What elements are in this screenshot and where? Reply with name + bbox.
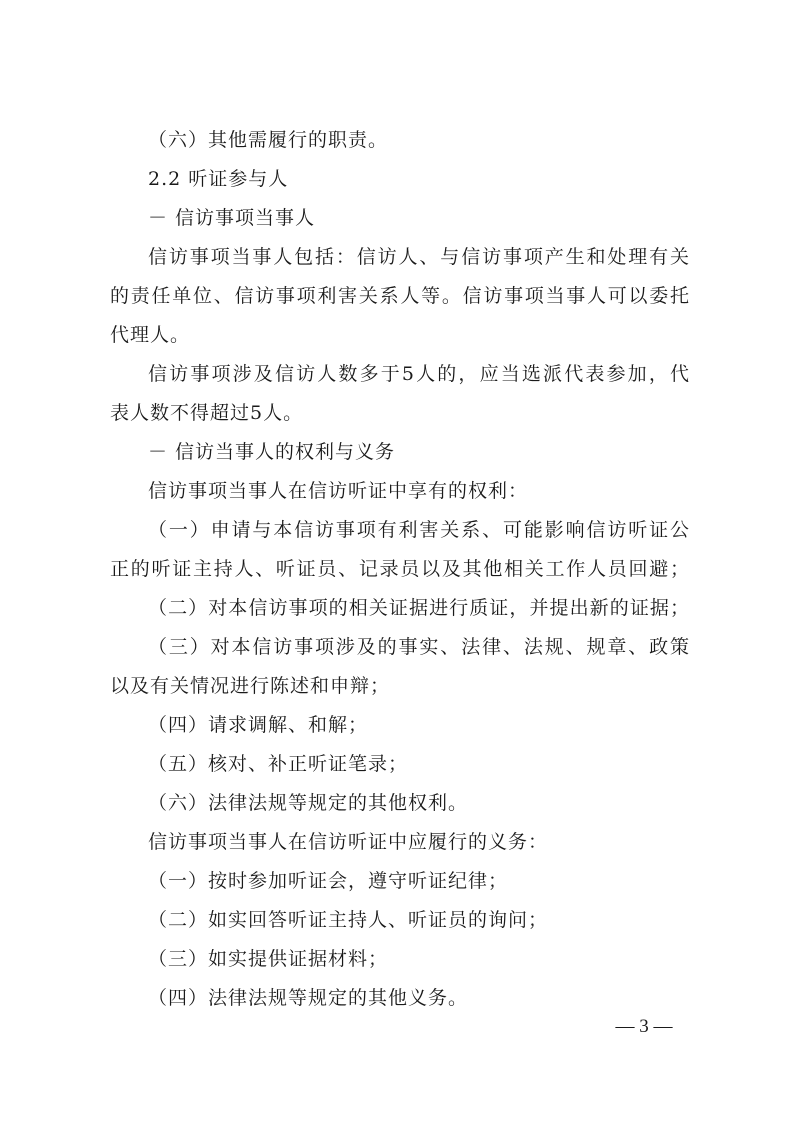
- list-item: （五）核对、补正听证笔录；: [148, 753, 409, 775]
- text-line: 信访事项当事人在信访听证中应履行的义务：: [148, 831, 549, 853]
- text-line: 以及有关情况进行陈述和申辩；: [110, 675, 391, 697]
- text-line: 的责任单位、信访事项利害关系人等。信访事项当事人可以委托: [110, 285, 690, 307]
- list-item: （四）请求调解、和解；: [148, 714, 369, 736]
- text-line: 信访事项当事人在信访听证中享有的权利：: [148, 480, 529, 502]
- section-heading: 2.2 听证参与人: [148, 168, 289, 190]
- text-line: （六）其他需履行的职责。: [148, 129, 389, 151]
- text-line: 表人数不得超过5人。: [110, 402, 304, 424]
- list-item: （一）申请与本信访事项有利害关系、可能影响信访听证公: [148, 519, 690, 541]
- list-item: （一）按时参加听证会，遵守听证纪律；: [148, 870, 509, 892]
- text-line: 代理人。: [110, 324, 191, 346]
- list-item: （二）对本信访事项的相关证据进行质证，并提出新的证据；: [148, 597, 690, 619]
- text-line: 信访事项涉及信访人数多于5人的，应当选派代表参加，代: [148, 363, 690, 385]
- page-number: — 3 —: [615, 1016, 673, 1037]
- list-item: （三）如实提供证据材料；: [148, 948, 389, 970]
- subheading: － 信访事项当事人: [148, 207, 316, 229]
- list-item: （二）如实回答听证主持人、听证员的询问；: [148, 909, 549, 931]
- text-line: 正的听证主持人、听证员、记录员以及其他相关工作人员回避；: [110, 558, 690, 580]
- list-item: （四）法律法规等规定的其他义务。: [148, 987, 469, 1009]
- list-item: （六）法律法规等规定的其他权利。: [148, 792, 469, 814]
- list-item: （三）对本信访事项涉及的事实、法律、法规、规章、政策: [148, 636, 690, 658]
- text-line: 信访事项当事人包括：信访人、与信访事项产生和处理有关: [148, 246, 690, 268]
- subheading: － 信访当事人的权利与义务: [148, 441, 396, 463]
